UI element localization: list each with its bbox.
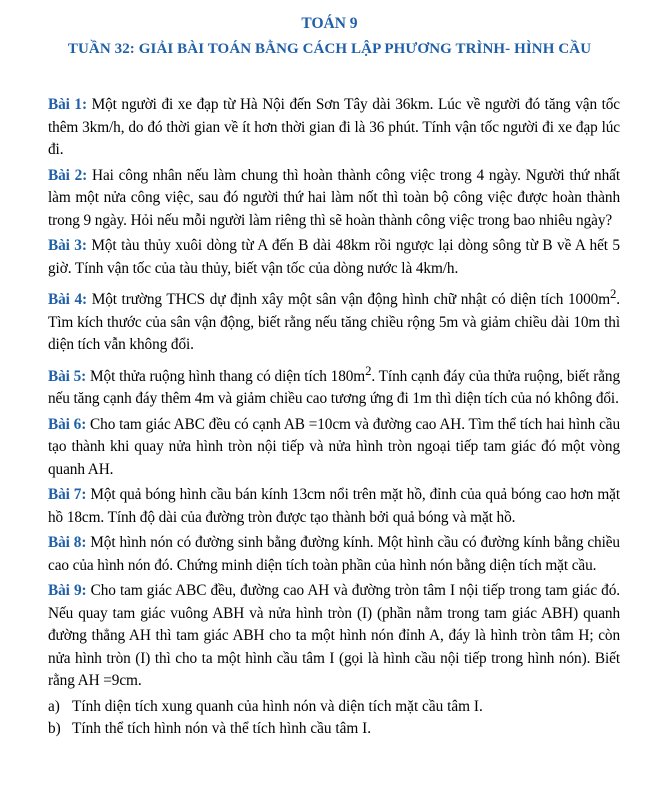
problem-text: Một quả bóng hình cầu bán kính 13cm nổi trên mặt hồ, đỉnh của quả bóng cao hơn mặt hồ 18cm. Tính độ dài của đường tròn được tạo thành bởi quả bóng và mặt hồ. [48,486,620,526]
superscript: 2 [365,363,372,378]
problem-text: Một hình nón có đường sinh bằng đường kính. Một hình cầu có đường kính bằng chiều cao của hình nón đó. Chứng minh diện tích toàn phần của hình nón bằng diện tích mặt cầu. [48,534,620,574]
problem-label: Bài 4: [48,291,88,309]
problem-7 [48,484,620,529]
problem-text: Một thửa ruộng hình thang có diện tích 180m [90,367,366,385]
problem-label: Bài 9: [48,582,87,600]
problem-text-cont: . Tìm kích thước của sân vận động, biết rằng nếu tăng chiều rộng 5m và giảm chiều dài 10m thì diện tích vẫn không đổi. [48,291,621,354]
problem-label: Bài 7: [48,486,87,504]
subitem-marker: a) [48,697,60,715]
problem-label: Bài 8: [48,534,87,552]
subitem-b [48,718,620,740]
subject-title: TOÁN 9 [301,15,358,32]
subitem-a [48,696,620,718]
week-title: TUẦN 32: GIẢI BÀI TOÁN BẰNG CÁCH LẬP PHƯƠNG TRÌNH- HÌNH CẦU [67,41,592,57]
problem-list [48,94,620,740]
subitem-text: Tính diện tích xung quanh của hình nón và diện tích mặt cầu tâm I. [72,697,483,715]
problem-text: Hai công nhân nếu làm chung thì hoàn thành công việc trong 4 ngày. Người thứ nhất làm một nửa công việc, sau đó người thứ hai làm nốt thì toàn bộ công việc được hoàn thành trong 9 ngày. Hỏi nếu mỗi người làm riêng thì sẽ hoàn thành công việc trong bao nhiêu ngày? [48,166,620,229]
problem-text: Một trường THCS dự định xây một sân vận động hình chữ nhật có diện tích 1000m [91,291,610,309]
subitem-marker: b) [48,719,61,737]
problem-text: Cho tam giác ABC đều, đường cao AH và đường tròn tâm I nội tiếp trong tam giác đó. Nếu quay tam giác vuông ABH và nửa hình tròn (I) (phần nằm trong tam giác ABH) quanh đường thẳng AH thì tam giác ABH cho ta một hình nón đỉnh A, đáy là hình tròn tâm H; còn nửa hình tròn (I) thì cho ta một hình cầu tâm I (gọi là hình cầu nội tiếp trong hình nón). Biết rằng AH =9cm. [48,582,620,690]
problem-text: Cho tam giác ABC đều có cạnh AB =10cm và đường cao AH. Tìm thể tích hai hình cầu tạo thành khi quay nửa hình tròn nội tiếp và nửa hình tròn ngoại tiếp tam giác đó một vòng quanh AH. [48,415,620,478]
problem-label: Bài 1: [48,96,87,113]
problem-6 [48,414,620,482]
problem-text: Một người đi xe đạp từ Hà Nội đến Sơn Tây dài 36km. Lúc về người đó tăng vận tốc thêm 3km/h, do đó thời gian về ít hơn thời gian đi là 36 phút. Tính vận tốc người đi xe đạp lúc đi. [48,96,620,158]
problem-label: Bài 6: [48,415,87,433]
problem-label: Bài 2: [48,166,88,184]
superscript: 2 [610,287,617,301]
problem-9 [48,580,620,693]
problem-label: Bài 5: [48,367,87,385]
problem-8 [48,532,620,577]
problem-5 [48,360,620,411]
problem-1 [48,94,620,162]
problem-2 [48,165,620,233]
problem-4 [48,283,620,357]
problem-text-cont: . Tính cạnh đáy của thửa ruộng, biết rằng nếu tăng cạnh đáy thêm 4m và giảm chiều cao tương ứng đi 1m thì diện tích của nó không đổi. [48,367,620,408]
problem-3 [48,235,620,280]
problem-text: Một tàu thủy xuôi dòng từ A đến B dài 48km rồi ngược lại dòng sông từ B về A hết 5 giờ. Tính vận tốc của tàu thủy, biết vận tốc của dòng nước là 4km/h. [48,237,620,277]
subitem-text: Tính thể tích hình nón và thể tích hình cầu tâm I. [72,719,372,737]
problem-label: Bài 3: [48,237,87,254]
subitem-list [48,696,620,740]
